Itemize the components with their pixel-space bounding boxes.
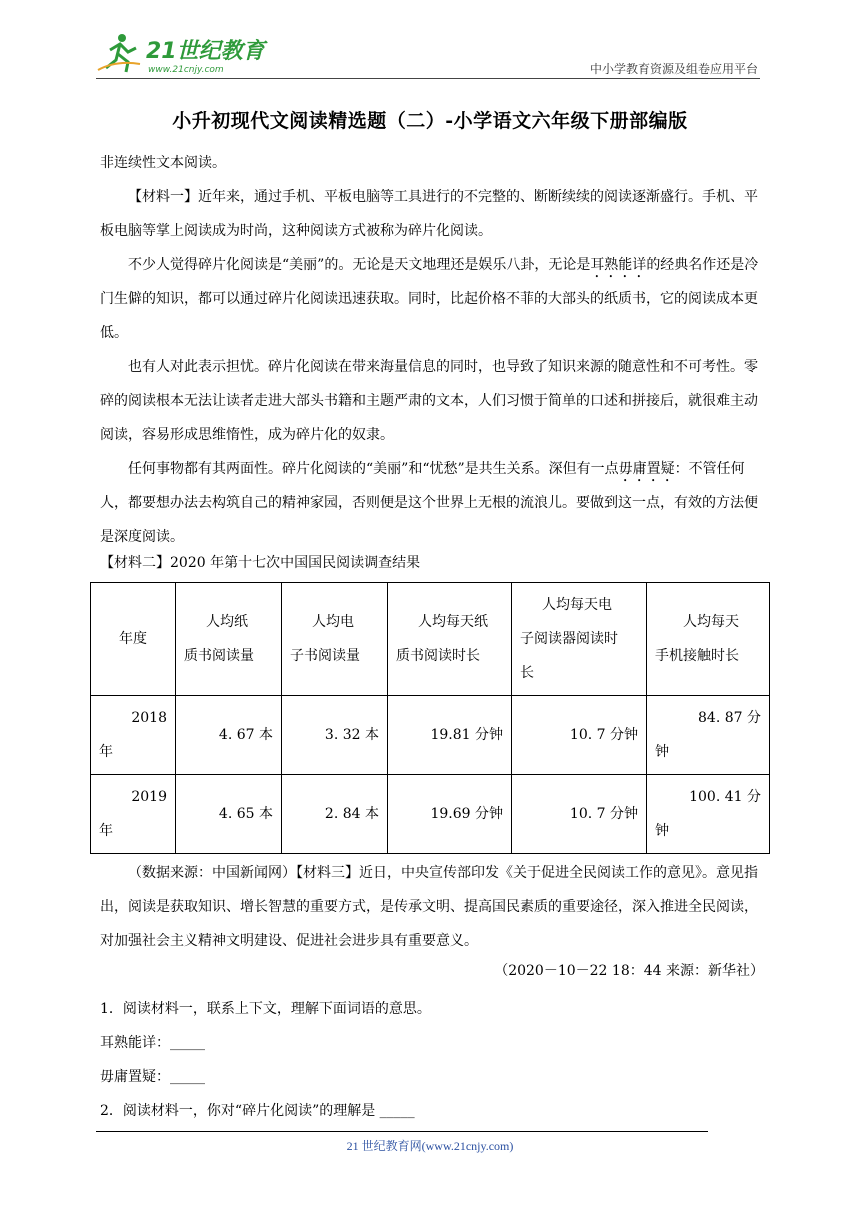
21cnjy-logo [96, 30, 286, 76]
header-cell-paper-time: 人均每天纸 质书阅读时长 [388, 583, 512, 696]
phone-time-cell: 100. 41 分 钟 [647, 775, 770, 854]
table-row [91, 696, 770, 775]
ereader-time-cell: 10. 7 分钟 [512, 775, 647, 854]
table-caption: 【材料二】2020 年第十七次中国国民阅读调查结果 [100, 555, 421, 571]
table-header-row [91, 583, 770, 696]
question-1: 1．阅读材料一，联系上下文，理解下面词语的意思。 [100, 1001, 431, 1017]
emphasis-word-2: 毋庸置疑 [618, 461, 675, 477]
header-cell-ebooks: 人均电 子书阅读量 [282, 583, 388, 696]
question-1b: 毋庸置疑：_____ [100, 1069, 205, 1085]
header-cell-ereader-time: 人均每天电 子阅读器阅读时 长 [512, 583, 647, 696]
material1-p2-after: 的经典名作还是冷门生僻的知识，都可以通过碎片化阅读迅速获取。同时，比起价格不菲的大部头的纸质书，它的阅读成本更低。 [100, 257, 759, 341]
paper-time-cell: 19.81 分钟 [388, 696, 512, 775]
survey-table [90, 582, 770, 854]
header-platform-text: 中小学教育资源及组卷应用平台 [589, 62, 758, 76]
logo-main-text: 21世纪教育 [146, 39, 265, 64]
question-1a: 耳熟能详：_____ [100, 1035, 205, 1051]
footer-divider [96, 1131, 708, 1132]
header-cell-year: 年度 [91, 583, 176, 696]
material1-p4-after: ：不管任何人，都要想办法去构筑自己的精神家园，否则便是这个世界上无根的流浪儿。要做到这一点，有效的方法便是深度阅读。 [100, 461, 758, 545]
paper-time-cell: 19.69 分钟 [388, 775, 512, 854]
page-title: 小升初现代文阅读精选题（二）-小学语文六年级下册部编版 [172, 110, 688, 132]
material1-paragraph-2 [100, 248, 764, 350]
news-source: （2020－10－22 18：44 来源：新华社） [494, 963, 764, 979]
ebooks-cell: 3. 32 本 [282, 696, 388, 775]
header-divider [96, 78, 760, 79]
footer-link[interactable]: 21 世纪教育网(www.21cnjy.com) [346, 1139, 514, 1153]
ereader-time-cell: 10. 7 分钟 [512, 696, 647, 775]
ebooks-cell: 2. 84 本 [282, 775, 388, 854]
material1-p2-before: 不少人觉得碎片化阅读是“美丽”的。无论是天文地理还是娱乐八卦，无论是 [128, 257, 591, 273]
page-header [96, 30, 760, 80]
phone-time-cell: 84. 87 分 钟 [647, 696, 770, 775]
material3-paragraph: （数据来源：中国新闻网）【材料三】近日，中央宣传部印发《关于促进全民阅读工作的意见》。意见指出，阅读是获取知识、增长智慧的重要方式，是传承文明、提高国民素质的重要途径，深入推进全民阅读，对加强社会主义精神文明建设、促进社会进步具有重要意义。 [100, 865, 758, 949]
header-cell-phone-time: 人均每天 手机接触时长 [647, 583, 770, 696]
paper-books-cell: 4. 67 本 [176, 696, 282, 775]
header-cell-paper-books: 人均纸 质书阅读量 [176, 583, 282, 696]
material1-paragraph-1: 【材料一】近年来，通过手机、平板电脑等工具进行的不完整的、断断续续的阅读逐渐盛行。手机、平板电脑等掌上阅读成为时尚，这种阅读方式被称为碎片化阅读。 [100, 189, 758, 239]
emphasis-word-1: 耳熟能详 [590, 257, 647, 273]
logo-url-text: www.21cnjy.com [148, 65, 224, 75]
material1-paragraph-3: 也有人对此表示担忧。碎片化阅读在带来海量信息的同时，也导致了知识来源的随意性和不可考性。零碎的阅读根本无法让读者走进大部头书籍和主题严肃的文本，人们习惯于简单的口述和拼接后，就很难主动阅读，容易形成思维惰性，成为碎片化的奴隶。 [100, 359, 758, 443]
paper-books-cell: 4. 65 本 [176, 775, 282, 854]
question-2: 2．阅读材料一，你对“碎片化阅读”的理解是 _____ [100, 1103, 415, 1119]
year-cell: 2019 年 [91, 775, 176, 854]
intro-text: 非连续性文本阅读。 [100, 155, 226, 171]
material1-paragraph-4 [100, 452, 764, 554]
material1-p4-before: 任何事物都有其两面性。碎片化阅读的“美丽”和“忧愁”是共生关系。深但有一点 [128, 461, 619, 477]
year-cell: 2018 年 [91, 696, 176, 775]
table-row [91, 775, 770, 854]
